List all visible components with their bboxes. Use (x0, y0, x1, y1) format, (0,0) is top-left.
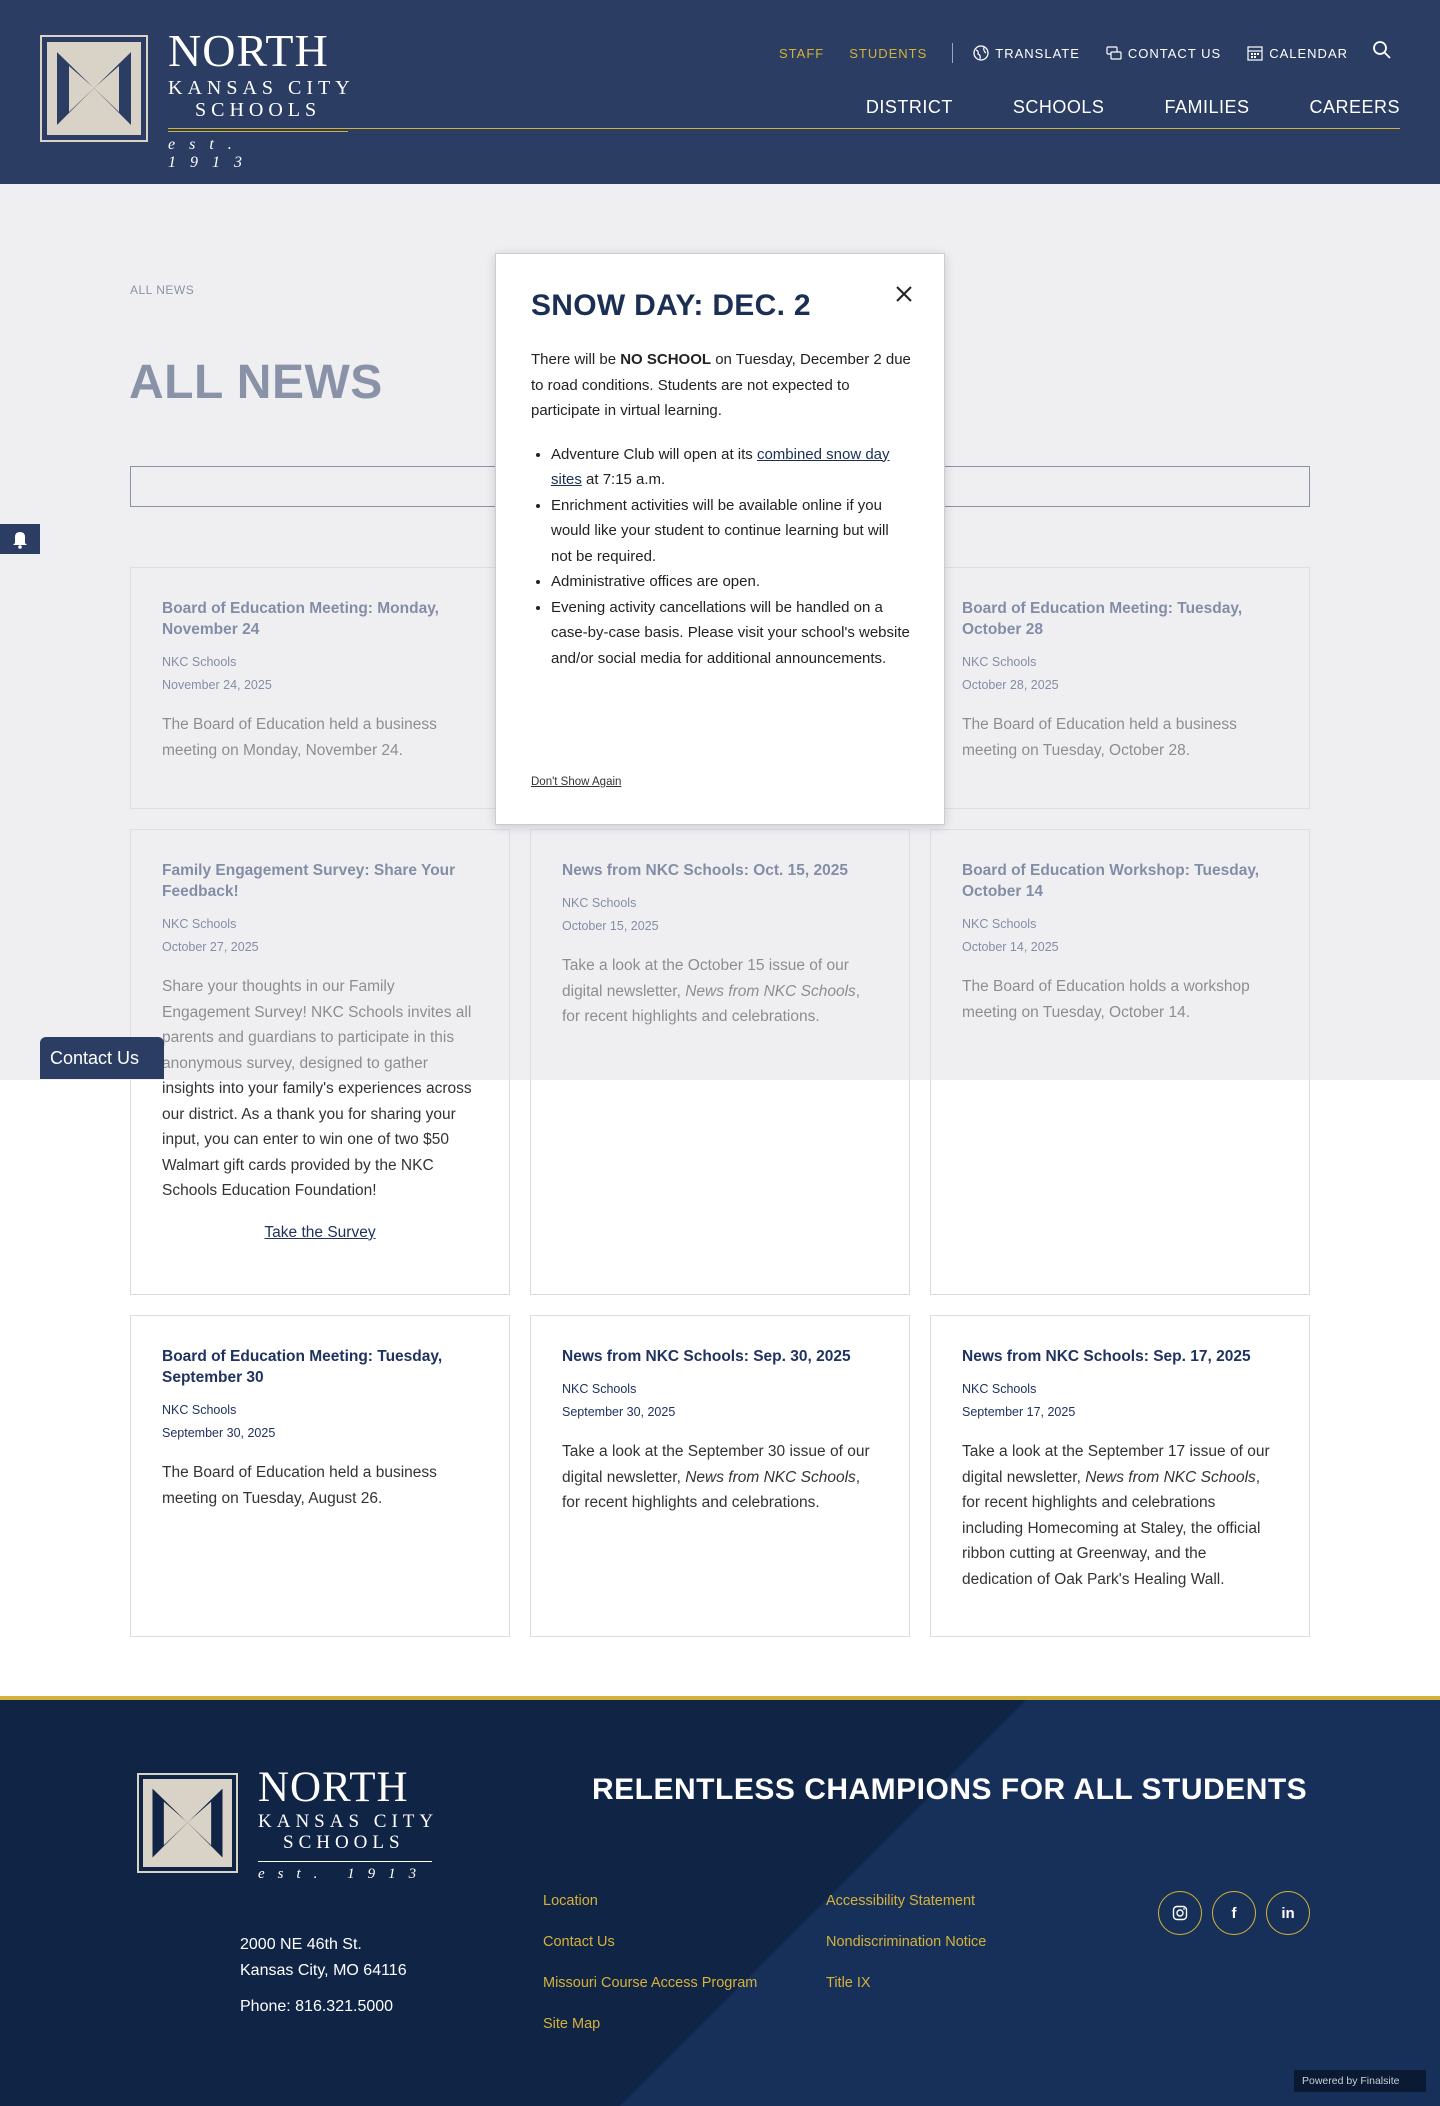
chat-icon (1106, 45, 1122, 61)
footer-phone: Phone: 816.321.5000 (240, 1998, 394, 2015)
nav-schools[interactable]: SCHOOLS (1012, 97, 1105, 117)
modal-list (531, 442, 911, 672)
footer-link-course-access[interactable]: Missouri Course Access Program (543, 1975, 758, 1991)
modal-list-item: • Administrative offices are open. (551, 569, 911, 595)
modal-list-item: • Adventure Club will open at its combined snow day sites at 7:15 a.m. (551, 442, 911, 493)
footer-gold-rule (0, 1696, 1440, 1700)
card-source: NKC Schools (162, 1403, 237, 1417)
card-title[interactable]: Board of Education Meeting: Tuesday, September 30 (162, 1348, 443, 1386)
footer-link-site-map[interactable]: Site Map (543, 2016, 601, 2032)
modal-body (531, 347, 911, 671)
footer-links-col2 (826, 1892, 986, 1992)
footer-logo-wordmark[interactable]: NORTH KANSAS CITY SCHOOLS est. 1913 (258, 1764, 439, 1882)
modal-list-item: • Evening activity cancellations will be handled on a case-by-case basis. Please visit your school's website and/or social media for additional announcements. (551, 595, 911, 672)
nav-families[interactable]: FAMILIES (1164, 97, 1250, 117)
news-card[interactable] (130, 1315, 510, 1637)
footer-address: 2000 NE 46th St. Kansas City, MO 64116 (240, 1936, 407, 1979)
card-title[interactable]: News from NKC Schools: Sep. 17, 2025 (962, 1348, 1251, 1365)
staff-link[interactable]: STAFF (779, 45, 825, 61)
footer-link-title-ix[interactable]: Title IX (826, 1975, 871, 1991)
card-source: NKC Schools (962, 1382, 1037, 1396)
search-icon[interactable] (1372, 40, 1394, 62)
nav-careers[interactable]: CAREERS (1309, 97, 1400, 117)
main-nav (866, 97, 1400, 118)
translate-link[interactable]: TRANSLATE (973, 45, 1080, 61)
footer-link-nondiscrimination[interactable]: Nondiscrimination Notice (826, 1934, 987, 1950)
utility-nav (754, 43, 1348, 63)
globe-icon (973, 45, 989, 61)
instagram-icon[interactable] (1158, 1891, 1202, 1935)
card-title[interactable]: News from NKC Schools: Sep. 30, 2025 (562, 1348, 851, 1365)
students-link[interactable]: STUDENTS (849, 45, 928, 61)
snow-day-modal (495, 253, 945, 825)
contact-us-tab[interactable]: Contact Us (40, 1037, 164, 1079)
footer-link-location[interactable]: Location (543, 1893, 598, 1909)
modal-list-item: • Enrichment activities will be available online if you would like your student to continue learning but will not be required. (551, 493, 911, 570)
site-header (0, 0, 1440, 184)
logo-mark[interactable] (40, 35, 148, 142)
card-date: September 30, 2025 (562, 1405, 676, 1419)
card-description: The Board of Education held a business meeting on Tuesday, August 26. (162, 1464, 437, 1507)
calendar-icon (1247, 45, 1263, 61)
facebook-icon[interactable]: f (1212, 1891, 1256, 1935)
utility-divider (952, 43, 953, 63)
alert-bell-tab[interactable] (0, 524, 40, 554)
news-card[interactable] (930, 1315, 1310, 1637)
linkedin-icon[interactable]: in (1266, 1891, 1310, 1935)
logo-wordmark[interactable]: NORTH KANSAS CITY SCHOOLS est. 1913 (168, 25, 355, 171)
bell-icon (0, 524, 40, 554)
card-description: insights into your family's experiences across our district. As a thank you for sharing your input, you can enter to win one of two $50 Walmart gift cards provided by the NKC Schools Education Foundation! (162, 1080, 472, 1199)
footer-link-contact-us[interactable]: Contact Us (543, 1934, 615, 1950)
footer-logo-mark[interactable] (137, 1773, 238, 1873)
close-icon[interactable] (892, 282, 916, 306)
nav-divider (168, 128, 1400, 129)
card-source: NKC Schools (562, 1382, 637, 1396)
calendar-link[interactable]: CALENDAR (1247, 45, 1348, 61)
contact-us-link[interactable]: CONTACT US (1106, 45, 1221, 61)
footer-tagline: RELENTLESS CHAMPIONS FOR ALL STUDENTS (592, 1773, 1308, 1806)
card-description: Take a look at the September 30 issue of our digital newsletter, News from NKC Schools, for recent highlights and celebrations. (562, 1443, 870, 1511)
footer-link-accessibility[interactable]: Accessibility Statement (826, 1893, 976, 1909)
modal-intro: There will be NO SCHOOL on Tuesday, December 2 due to road conditions. Students are not expected to participate in virtual learning. (531, 351, 911, 419)
snow-day-sites-link[interactable]: combined snow day sites (551, 445, 890, 488)
card-date: September 17, 2025 (962, 1405, 1076, 1419)
powered-by-badge[interactable]: Powered by Finalsite (1294, 2070, 1426, 2092)
news-card[interactable] (530, 1315, 910, 1637)
take-survey-link[interactable]: Take the Survey (264, 1223, 376, 1241)
nav-district[interactable]: DISTRICT (865, 97, 953, 117)
card-description: Take a look at the September 17 issue of our digital newsletter, News from NKC Schools, for recent highlights and celebrations including Homecoming at Staley, the official ribbon cutting at Greenway, and the dedication of Oak Park's Healing Wall. (962, 1443, 1270, 1588)
card-date: September 30, 2025 (162, 1426, 276, 1440)
site-footer (0, 1696, 1440, 2106)
modal-title: SNOW DAY: DEC. 2 (531, 289, 811, 322)
footer-links-col1 (543, 1892, 757, 2033)
dont-show-again-link[interactable]: Don't Show Again (531, 776, 622, 788)
